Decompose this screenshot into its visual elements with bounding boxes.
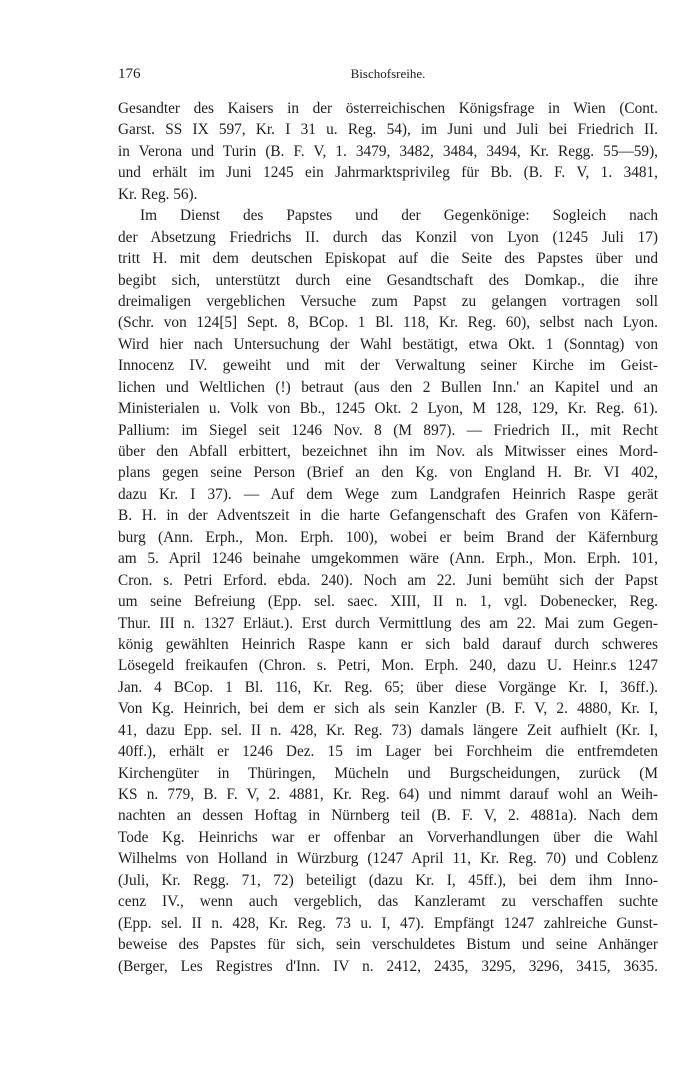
running-head: Bischofsreihe.: [350, 66, 426, 81]
text-line: (Juli, Kr. Regg. 71, 72) beteiligt (dazu Kr. I, 45ff.), bei dem ihm Inno-: [118, 871, 658, 889]
text-line: beweise des Papstes für sich, sein verschuldetes Bistum und seine Anhänger: [118, 936, 658, 954]
text-line: 41, dazu Epp. sel. II n. 428, Kr. Reg. 73) damals längere Zeit aufhielt (Kr. I,: [118, 721, 658, 739]
text-line: Cron. s. Petri Erford. ebda. 240). Noch am 22. Juni bemüht sich der Papst: [118, 571, 658, 589]
text-line: dreimaligen vergeblichen Versuche zum Papst zu gelangen vortragen soll: [118, 292, 658, 310]
text-line: 40ff.), erhält er 1246 Dez. 15 im Lager bei Forchheim die entfremdeten: [118, 743, 658, 761]
book-page: [118, 66, 658, 977]
text-line: (Berger, Les Registres d'Inn. IV n. 2412, 2435, 3295, 3296, 3415, 3635.: [118, 957, 658, 975]
text-line: dazu Kr. I 37). — Auf dem Wege zum Landgrafen Heinrich Raspe gerät: [118, 485, 658, 503]
text-line: um seine Befreiung (Epp. sel. saec. XIII, II n. 1, vgl. Dobenecker, Reg.: [118, 593, 658, 611]
text-line: Lösegeld freikaufen (Chron. s. Petri, Mon. Erph. 240, dazu U. Heinr.s 1247: [118, 657, 658, 675]
text-line: Wird hier nach Untersuchung der Wahl bestätigt, etwa Okt. 1 (Sonntag) von: [118, 335, 658, 353]
text-line: (Schr. von 124[5] Sept. 8, BCop. 1 Bl. 118, Kr. Reg. 60), selbst nach Lyon.: [118, 314, 658, 332]
text-line: plans gegen seine Person (Brief an den Kg. von England H. Br. VI 402,: [118, 464, 658, 482]
text-line: Im Dienst des Papstes und der Gegenkönige: Sogleich nach: [140, 207, 658, 225]
text-line: der Absetzung Friedrichs II. durch das Konzil von Lyon (1245 Juli 17): [118, 228, 658, 246]
text-line: Thur. III n. 1327 Erläut.). Erst durch Vermittlung des am 22. Mai zum Gegen-: [118, 614, 658, 632]
text-line: burg (Ann. Erph., Mon. Erph. 100), wobei er beim Brand der Käfernburg: [118, 528, 658, 546]
text-line: Gesandter des Kaisers in der österreichischen Königsfrage in Wien (Cont.: [118, 100, 658, 117]
text-line: Kr. Reg. 56).: [118, 185, 198, 203]
text-line: Pallium: im Siegel seit 1246 Nov. 8 (M 897). — Friedrich II., mit Recht: [118, 421, 658, 439]
text-line: cenz IV., wenn auch vergeblich, das Kanzleramt zu verschaffen suchte: [118, 893, 658, 911]
text-line: Innocenz IV. geweiht und mit der Verwaltung seiner Kirche im Geist-: [118, 357, 658, 375]
text-line: Garst. SS IX 597, Kr. I 31 u. Reg. 54), im Juni und Juli bei Friedrich II.: [118, 121, 658, 139]
text-line: Jan. 4 BCop. 1 Bl. 116, Kr. Reg. 65; über diese Vorgänge Kr. I, 36ff.).: [118, 678, 658, 696]
text-line: in Verona und Turin (B. F. V, 1. 3479, 3482, 3484, 3494, Kr. Regg. 55—59),: [118, 142, 658, 160]
text-line: lichen und Weltlichen (!) betraut (aus den 2 Bullen Inn.' an Kapitel und an: [118, 378, 658, 396]
text-line: und erhält im Juni 1245 ein Jahrmarktsprivileg für Bb. (B. F. V, 1. 3481,: [118, 164, 658, 182]
page-header: [118, 66, 658, 88]
text-line: am 5. April 1246 beinahe umgekommen wäre (Ann. Erph., Mon. Erph. 101,: [118, 550, 658, 568]
text-line: über den Abfall erbittert, bezeichnet ihn im Nov. als Mitwisser eines Mord-: [118, 443, 658, 460]
text-line: Kirchengüter in Thüringen, Mücheln und Burgscheidungen, zurück (M: [118, 764, 658, 782]
text-line: KS n. 779, B. F. V, 2. 4881, Kr. Reg. 64) und nimmt darauf wohl an Weih-: [118, 786, 658, 803]
text-line: Tode Kg. Heinrichs war er offenbar an Vorverhandlungen über die Wahl: [118, 828, 658, 846]
text-line: tritt H. mit dem deutschen Episkopat auf die Seite des Papstes über und: [118, 250, 658, 268]
text-line: Ministerialen u. Volk von Bb., 1245 Okt. 2 Lyon, M 128, 129, Kr. Reg. 61).: [118, 400, 658, 418]
body-text: [118, 98, 658, 977]
text-line: nachten an dessen Hoftag in Nürnberg teil (B. F. V, 2. 4881a). Nach dem: [118, 807, 658, 825]
text-line: B. H. in der Adventszeit in die harte Gefangenschaft des Grafen von Käfern-: [118, 507, 658, 525]
text-line: (Epp. sel. II n. 428, Kr. Reg. 73 u. I, 47). Empfängt 1247 zahlreiche Gunst-: [118, 914, 658, 932]
text-line: begibt sich, unterstützt durch eine Gesandtschaft des Domkap., die ihre: [118, 271, 658, 289]
text-line: Von Kg. Heinrich, bei dem er sich als sein Kanzler (B. F. V, 2. 4880, Kr. I,: [118, 700, 658, 718]
text-line: könig gewählten Heinrich Raspe kann er sich bald darauf durch schweres: [118, 635, 658, 653]
text-line: Wilhelms von Holland in Würzburg (1247 April 11, Kr. Reg. 70) und Coblenz: [118, 850, 658, 868]
page-number: 176: [118, 66, 141, 82]
